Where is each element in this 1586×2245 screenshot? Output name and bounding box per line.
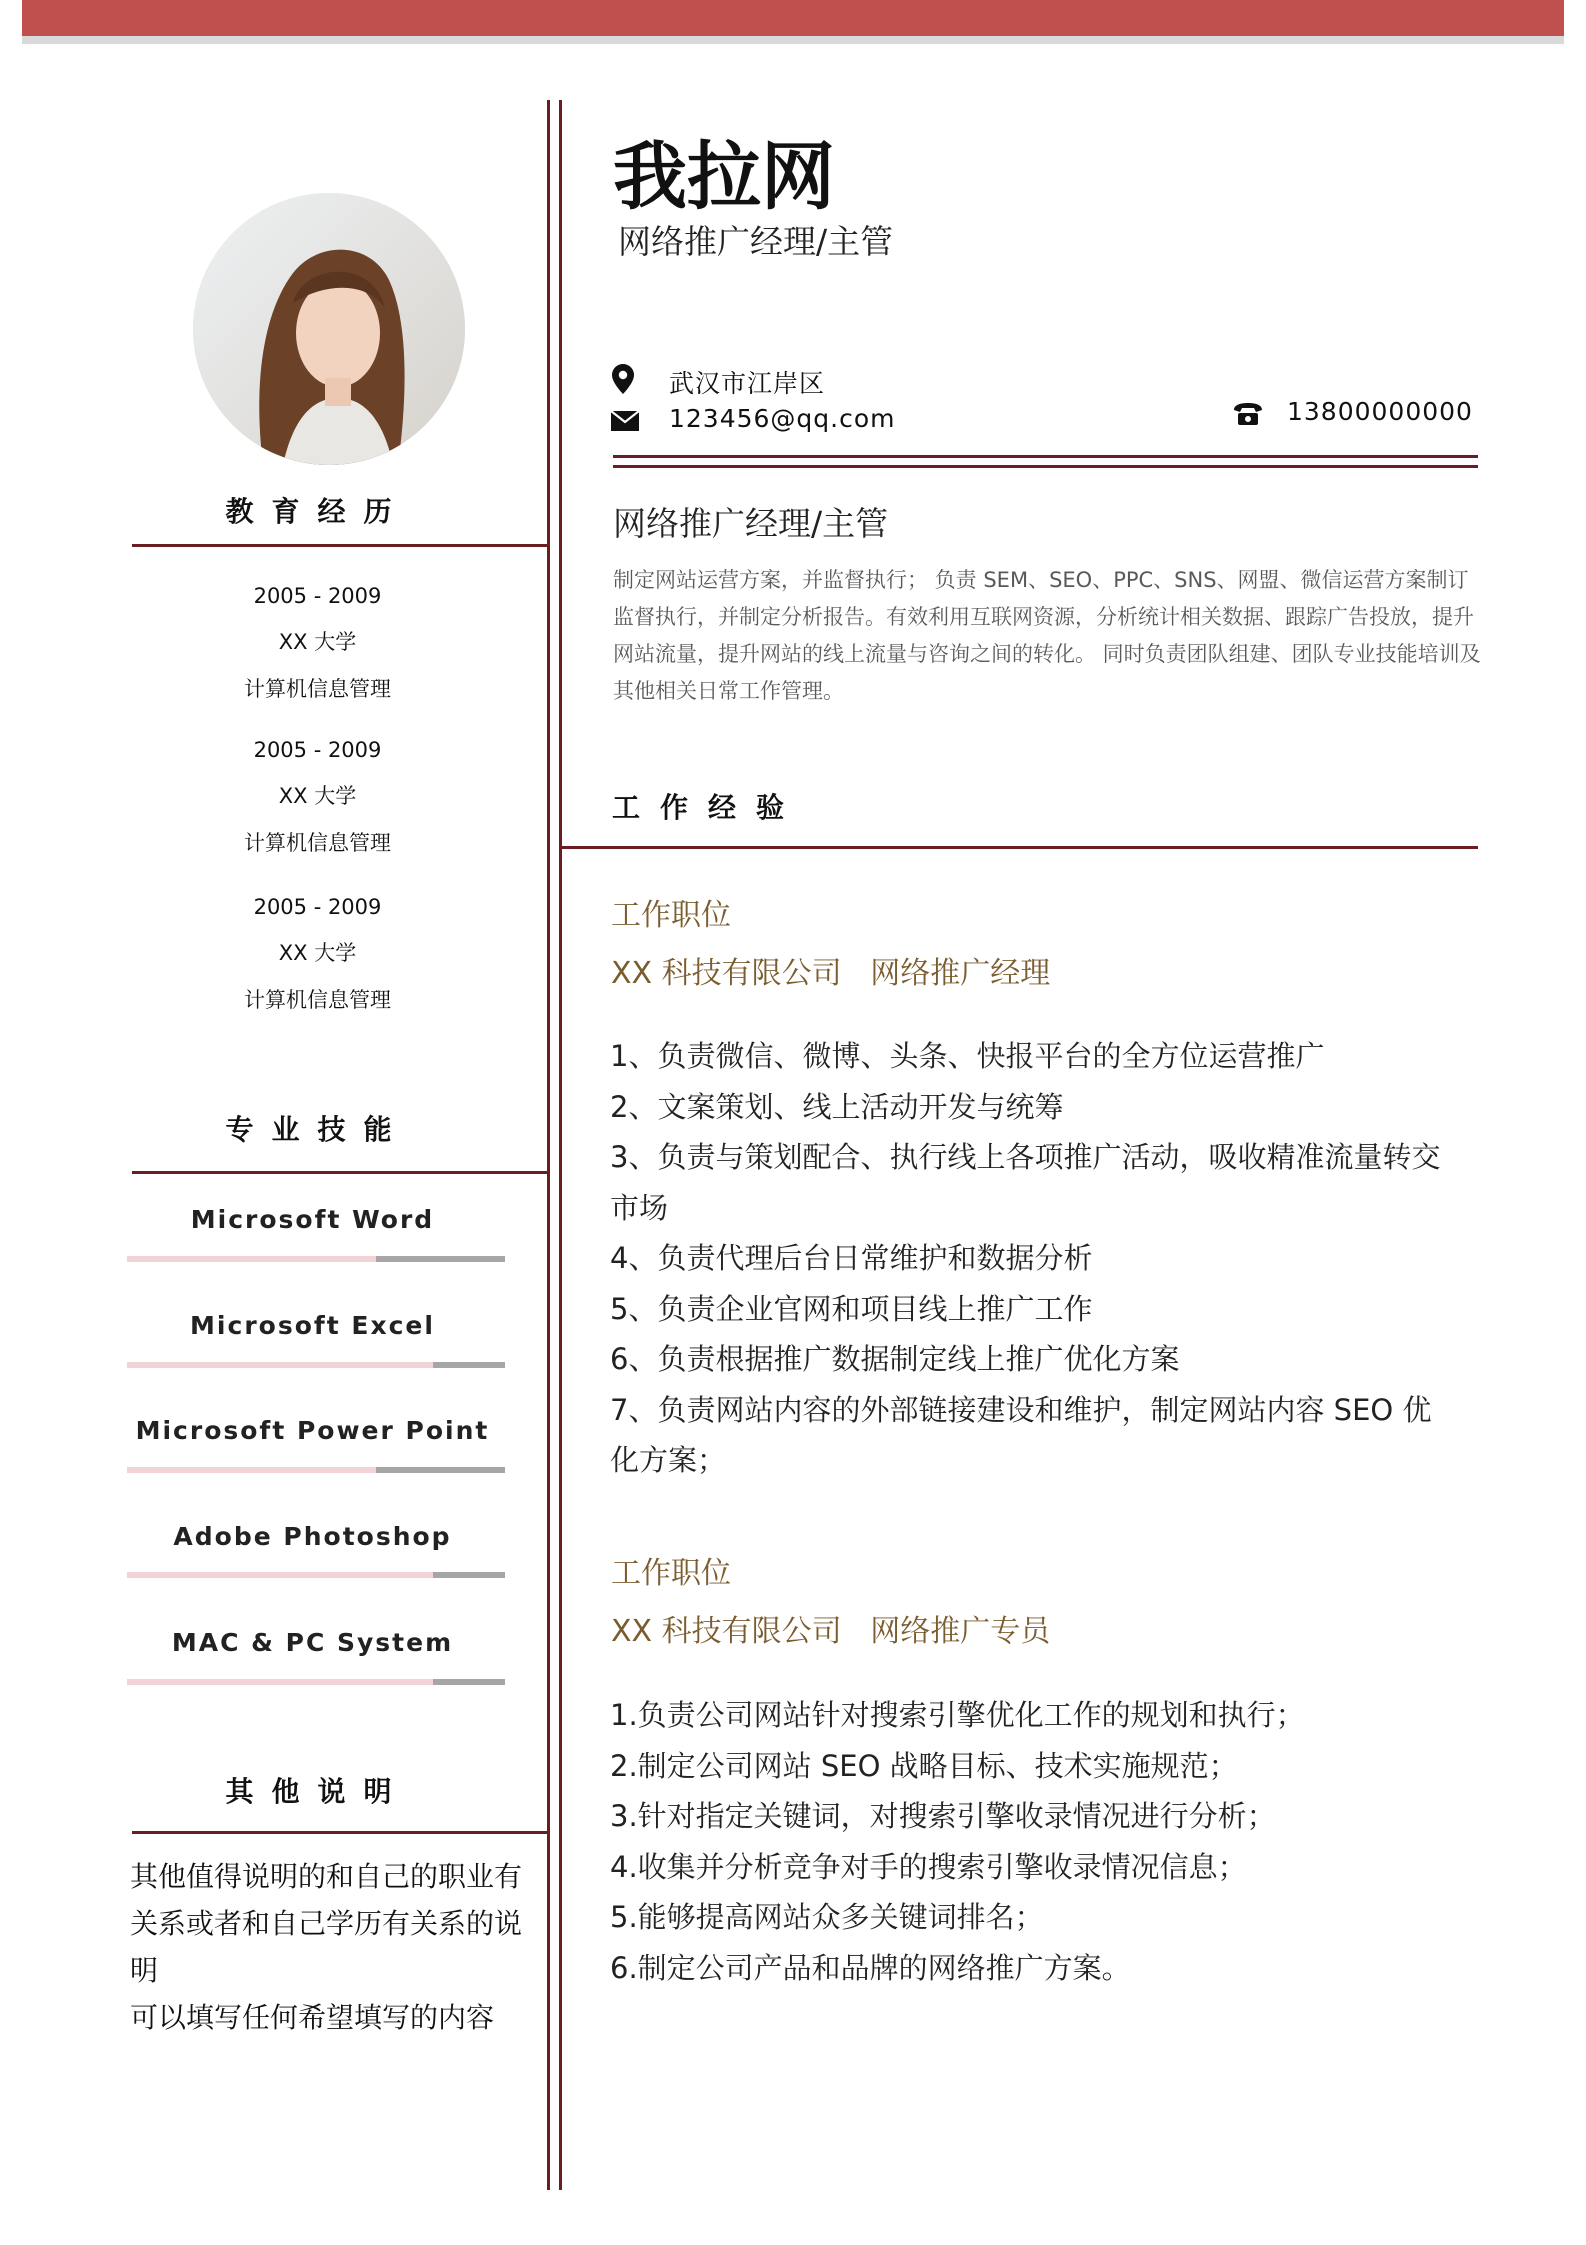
divider-line-right	[559, 100, 562, 2190]
job-position: 工作职位	[611, 1556, 731, 1591]
other-line-2: 可以填写任何希望填写的内容	[130, 2001, 495, 2034]
other-rule	[132, 1831, 547, 1834]
skill-name-photoshop: Adobe Photoshop	[173, 1522, 452, 1551]
skill-name-word: Microsoft Word	[190, 1205, 435, 1234]
duty-item: 2、文案策划、线上活动开发与统筹	[610, 1089, 1064, 1124]
job-company: XX 科技有限公司 网络推广专员	[611, 1614, 1051, 1649]
skill-bar-photoshop	[127, 1572, 505, 1578]
candidate-role: 网络推广经理/主管	[618, 222, 894, 261]
education-major: 计算机信息管理	[244, 988, 391, 1012]
duty-item: 4.收集并分析竞争对手的搜索引擎收录情况信息；	[610, 1849, 1247, 1884]
duty-item: 1、负责微信、微博、头条、快报平台的全方位运营推广	[610, 1039, 1325, 1073]
other-line-1: 其他值得说明的和自己的职业有关系或者和自己学历有关系的说明	[130, 1860, 523, 1987]
education-school: XX 大学	[278, 784, 357, 808]
job-position: 工作职位	[611, 898, 731, 933]
education-years: 2005 - 2009	[253, 584, 382, 608]
job-duties	[610, 1031, 1490, 1486]
duty-item: 2.制定公司网站 SEO 战略目标、技术实施规范；	[610, 1748, 1238, 1783]
education-school: XX 大学	[278, 941, 357, 965]
intro-title: 网络推广经理/主管	[613, 504, 889, 543]
work-rule	[562, 846, 1478, 849]
education-years: 2005 - 2009	[253, 895, 382, 919]
duty-item: 1.负责公司网站针对搜索引擎优化工作的规划和执行；	[610, 1698, 1305, 1732]
contact-rule-top	[613, 455, 1478, 458]
divider-line-left	[547, 100, 550, 2190]
duty-item: 5.能够提高网站众多关键词排名；	[610, 1900, 1044, 1934]
skill-bar-word	[127, 1256, 505, 1262]
skill-name-excel: Microsoft Excel	[190, 1311, 435, 1340]
skill-bar-powerpoint	[127, 1467, 505, 1473]
duty-item: 3、负责与策划配合、执行线上各项推广活动，吸收精准流量转交市场	[610, 1140, 1441, 1225]
duty-item: 3.针对指定关键词，对搜索引擎收录情况进行分析；	[610, 1799, 1276, 1833]
skill-bar-mac-pc	[127, 1679, 505, 1685]
duty-item: 4、负责代理后台日常维护和数据分析	[610, 1241, 1093, 1275]
email-text: 123456@qq.com	[669, 404, 896, 433]
skill-name-mac-pc: MAC & PC System	[171, 1628, 454, 1657]
candidate-name: 我拉网	[613, 134, 835, 220]
duty-item: 6.制定公司产品和品牌的网络推广方案。	[610, 1950, 1131, 1985]
intro-text: 制定网站运营方案，并监督执行； 负责 SEM、SEO、PPC、SNS、网盟、微信运营方案制订监督执行，并制定分析报告。有效利用互联网资源，分析统计相关数据、跟踪广告投放，提升网站流量，提升网站的线上流量与咨询之间的转化。 同时负责团队组建、团队专业技能培训及其他相关日常工作管理。	[613, 568, 1481, 703]
education-rule	[132, 544, 547, 547]
skill-bar-excel	[127, 1362, 505, 1368]
job-company: XX 科技有限公司 网络推广经理	[611, 956, 1051, 991]
education-years: 2005 - 2009	[253, 738, 382, 762]
duty-item: 7、负责网站内容的外部链接建设和维护，制定网站内容 SEO 优化方案；	[610, 1392, 1432, 1477]
location-pin-icon	[612, 364, 634, 398]
address-text: 武汉市江岸区	[669, 369, 826, 398]
job-duties	[610, 1690, 1490, 1993]
phone-icon	[1232, 402, 1264, 430]
duty-item: 5、负责企业官网和项目线上推广工作	[610, 1291, 1093, 1326]
top-accent-bar	[22, 0, 1564, 36]
other-text	[130, 1853, 535, 2041]
skills-title: 专业技能	[225, 1113, 410, 1146]
mail-icon	[611, 411, 639, 435]
avatar	[193, 193, 465, 465]
education-major: 计算机信息管理	[244, 831, 391, 855]
education-school: XX 大学	[278, 630, 357, 654]
other-title: 其他说明	[225, 1775, 410, 1808]
education-major: 计算机信息管理	[244, 677, 391, 701]
skills-rule	[132, 1171, 547, 1174]
education-title: 教育经历	[225, 495, 410, 528]
skill-name-powerpoint: Microsoft Power Point	[135, 1416, 490, 1445]
top-accent-shadow	[22, 36, 1564, 44]
duty-item: 6、负责根据推广数据制定线上推广优化方案	[610, 1342, 1180, 1376]
work-title: 工作经验	[612, 791, 805, 824]
phone-text: 13800000000	[1287, 397, 1473, 426]
contact-rule-bottom	[613, 465, 1478, 468]
